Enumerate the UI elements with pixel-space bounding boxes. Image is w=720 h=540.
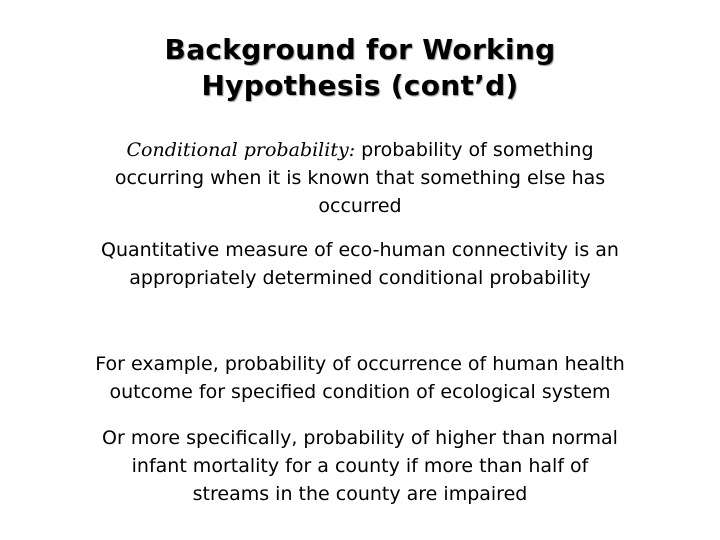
title-line-2: Hypothesis (cont’d) [201, 69, 519, 102]
definition-term: Conditional probability: [126, 139, 356, 161]
definition-paragraph [20, 136, 700, 220]
definition-line-1-text: probability of something [355, 139, 594, 161]
measure-line-2: appropriately determined conditional probability [129, 267, 591, 289]
specific-line-2: infant mortality for a county if more than half of [131, 455, 589, 477]
specific-line-1: Or more specifically, probability of higher than normal [102, 427, 618, 449]
slide-title [60, 32, 660, 104]
measure-paragraph [20, 236, 700, 292]
example-paragraph [20, 350, 700, 406]
definition-line-3: occurred [318, 195, 402, 217]
definition-line-1 [20, 136, 700, 164]
example-line-1: For example, probability of occurrence of human health [95, 353, 625, 375]
specific-example-paragraph [20, 424, 700, 508]
measure-line-1: Quantitative measure of eco-human connectivity is an [101, 239, 619, 261]
definition-line-2: occurring when it is known that something else has [114, 167, 606, 189]
example-line-2: outcome for specified condition of ecological system [109, 381, 611, 403]
title-line-1: Background for Working [164, 33, 556, 66]
specific-line-3: streams in the county are impaired [192, 483, 528, 505]
